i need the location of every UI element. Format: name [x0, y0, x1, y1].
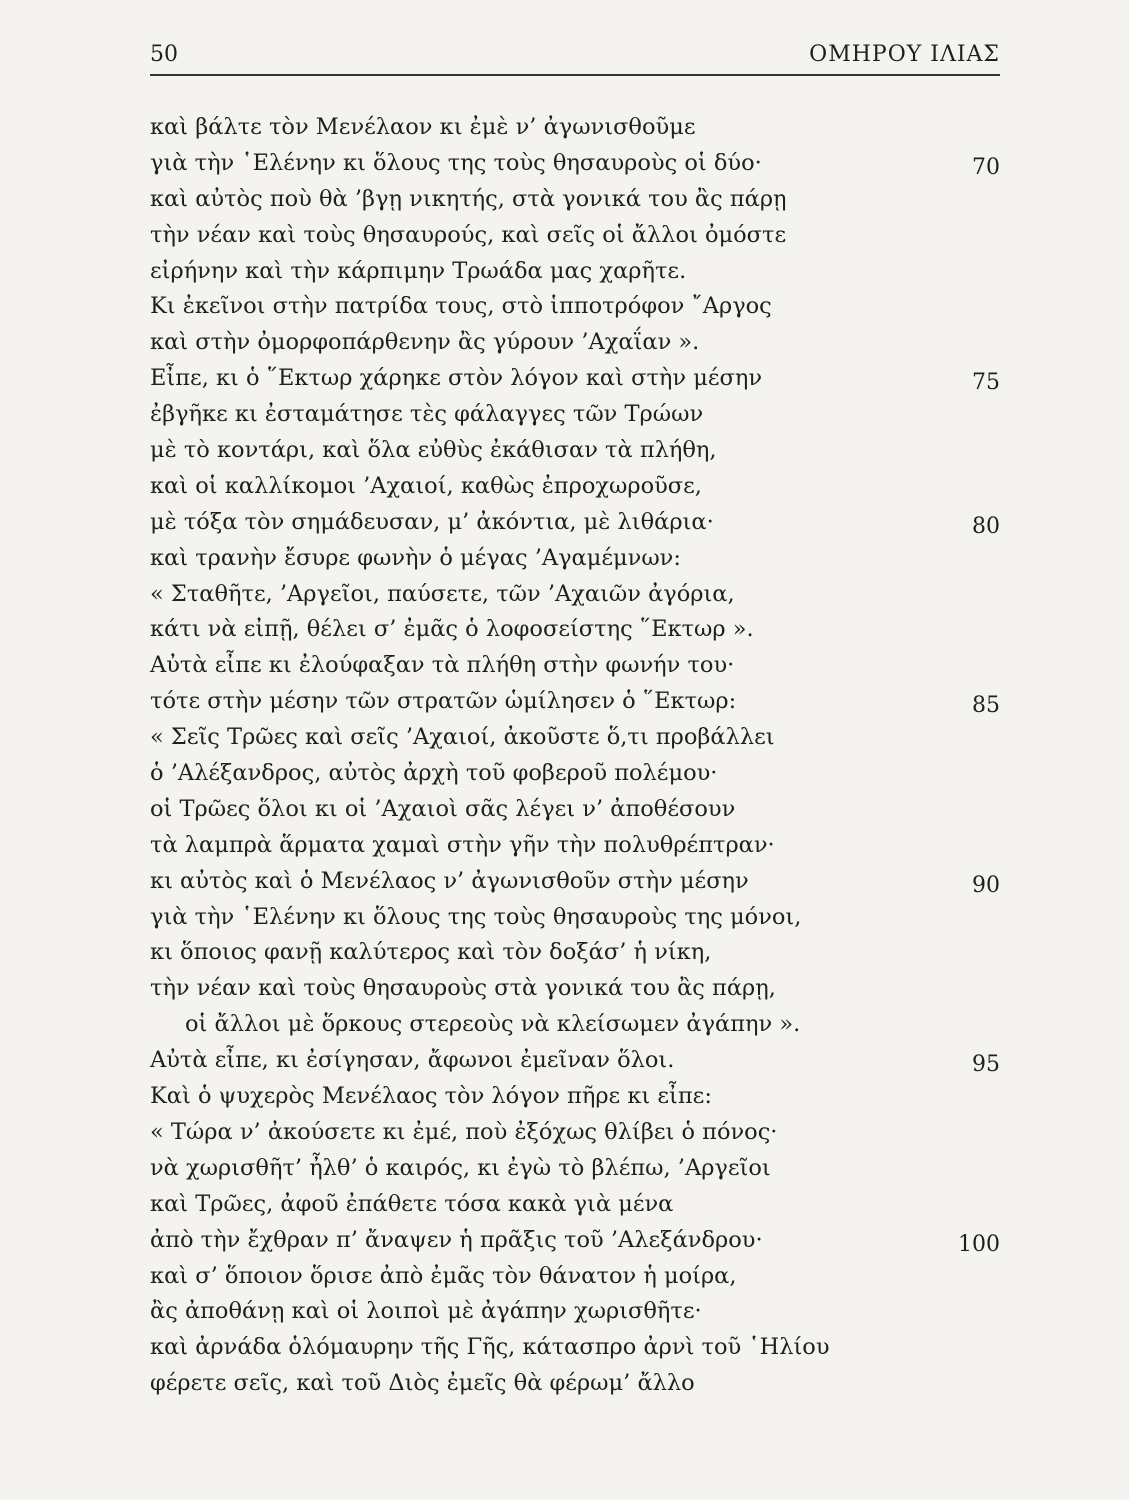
verse-line [150, 612, 1000, 648]
verse-line [150, 1079, 1000, 1115]
verse-text: τὰ λαμπρὰ ἅρματα χαμαὶ στὴν γῆν τὴν πολυθρέπτραν· [150, 831, 775, 858]
verse-line [150, 864, 1000, 900]
verse-line [150, 146, 1000, 182]
line-number: 75 [972, 370, 1000, 396]
verse-line [150, 792, 1000, 828]
verse-line [150, 397, 1000, 433]
verse-text: Κι ἐκεῖνοι στὴν πατρίδα τους, στὸ ἱπποτρόφον ῎Αργος [150, 293, 772, 320]
verse-text: καὶ ἀρνάδα ὁλόμαυρην τῆς Γῆς, κάτασπρο ἀρνὶ τοῦ ῾Ηλίου [150, 1334, 830, 1361]
verse-line [150, 900, 1000, 936]
verse-text: ἀπὸ τὴν ἔχθραν π’ ἄναψεν ἡ πρᾶξις τοῦ ’Αλεξάνδρου· [150, 1226, 763, 1253]
verse-line [150, 720, 1000, 756]
verse-text: καὶ αὐτὸς ποὺ θὰ ’βγῃ νικητής, στὰ γονικά του ἂς πάρῃ [150, 185, 787, 212]
verse-line [150, 971, 1000, 1007]
verse-line [150, 433, 1000, 469]
verse-text: φέρετε σεῖς, καὶ τοῦ Διὸς ἐμεῖς θὰ φέρωμ’ ἄλλο [150, 1370, 695, 1397]
running-title: ΟΜΗΡΟΥ ΙΛΙΑΣ [809, 42, 1000, 67]
verse-text: κι αὐτὸς καὶ ὁ Μενέλαος ν’ ἀγωνισθοῦν στὴν μέσην [150, 867, 749, 894]
verse-text: Καὶ ὁ ψυχερὸς Μενέλαος τὸν λόγον πῆρε κι εἶπε: [150, 1083, 712, 1110]
verse-line [150, 1007, 1000, 1043]
line-number: 100 [958, 1231, 1000, 1257]
verse-text: ὁ ’Αλέξανδρος, αὐτὸς ἀρχὴ τοῦ φοβεροῦ πολέμου· [150, 760, 718, 787]
verse-line [150, 1115, 1000, 1151]
verse-text: μὲ τόξα τὸν σημάδευσαν, μ’ ἀκόντια, μὲ λιθάρια· [150, 508, 714, 535]
verse-line [150, 182, 1000, 218]
verse-line [150, 1294, 1000, 1330]
verse-line [150, 684, 1000, 720]
line-number: 95 [972, 1052, 1000, 1078]
verse-text: γιὰ τὴν ῾Ελένην κι ὅλους της τοὺς θησαυροὺς της μόνοι, [150, 903, 802, 930]
verse-text: Αὐτὰ εἶπε κι ἐλούφαξαν τὰ πλήθη στὴν φωνήν του· [150, 652, 735, 679]
verse-text: οἱ Τρῶες ὅλοι κι οἱ ’Αχαιοὶ σᾶς λέγει ν’ ἀποθέσουν [150, 795, 736, 822]
verse-line [150, 756, 1000, 792]
verse-text: τὴν νέαν καὶ τοὺς θησαυρούς, καὶ σεῖς οἱ ἄλλοι ὀμόστε [150, 221, 787, 248]
verse-line [150, 110, 1000, 146]
verse-line [150, 541, 1000, 577]
verse-text: κι ὅποιος φανῇ καλύτερος καὶ τὸν δοξάσ’ ἡ νίκη, [150, 939, 712, 966]
verse-line [150, 254, 1000, 290]
verse-text: νὰ χωρισθῆτ’ ἦλθ’ ὁ καιρός, κι ἐγὼ τὸ βλέπω, ’Αργεῖοι [150, 1154, 771, 1181]
verse-text: καὶ σ’ ὅποιον ὅρισε ἀπὸ ἐμᾶς τὸν θάνατον ἡ μοίρα, [150, 1262, 737, 1289]
verse-text: Αὐτὰ εἶπε, κι ἐσίγησαν, ἄφωνοι ἐμεῖναν ὅλοι. [150, 1047, 675, 1074]
verse-text: καὶ τρανὴν ἔσυρε φωνὴν ὁ μέγας ’Αγαμέμνων: [150, 544, 681, 571]
verse-line [150, 828, 1000, 864]
verse-text: « Τώρα ν’ ἀκούσετε κι ἐμέ, ποὺ ἐξόχως θλίβει ὁ πόνος· [150, 1118, 778, 1145]
verse-line [150, 361, 1000, 397]
verse-line [150, 1366, 1000, 1402]
verse-text: « Σταθῆτε, ’Αργεῖοι, παύσετε, τῶν ’Αχαιῶν ἀγόρια, [150, 580, 735, 607]
line-number: 90 [972, 872, 1000, 898]
verse-line [150, 935, 1000, 971]
verse-line [150, 1223, 1000, 1259]
verse-text: καὶ βάλτε τὸν Μενέλαον κι ἐμὲ ν’ ἀγωνισθοῦμε [150, 114, 696, 140]
verse-text: μὲ τὸ κοντάρι, καὶ ὅλα εὐθὺς ἐκάθισαν τὰ πλήθη, [150, 437, 717, 464]
verse-line [150, 577, 1000, 613]
verse-line [150, 1043, 1000, 1079]
line-number: 80 [972, 513, 1000, 539]
line-number: 70 [972, 154, 1000, 180]
verse-text: ἂς ἀποθάνῃ καὶ οἱ λοιποὶ μὲ ἀγάπην χωρισθῆτε· [150, 1298, 702, 1325]
line-number: 85 [972, 693, 1000, 719]
verse-text: γιὰ τὴν ῾Ελένην κι ὅλους της τοὺς θησαυροὺς οἱ δύο· [150, 149, 762, 176]
verse-line [150, 289, 1000, 325]
verse-text: τὴν νέαν καὶ τοὺς θησαυροὺς στὰ γονικά του ἂς πάρῃ, [150, 975, 776, 1002]
verse-line [150, 469, 1000, 505]
verse-line [150, 648, 1000, 684]
verse-text: οἱ ἄλλοι μὲ ὅρκους στερεοὺς νὰ κλείσωμεν ἀγάπην ». [185, 1011, 801, 1038]
verse-text: καὶ οἱ καλλίκομοι ’Αχαιοί, καθὼς ἐπροχωροῦσε, [150, 472, 702, 499]
verse-text: τότε στὴν μέσην τῶν στρατῶν ὡμίλησεν ὁ ῞Εκτωρ: [150, 688, 737, 715]
page-header [150, 38, 1000, 76]
verse-line [150, 505, 1000, 541]
verse-text: « Σεῖς Τρῶες καὶ σεῖς ’Αχαιοί, ἀκοῦστε ὅ,τι προβάλλει [150, 724, 775, 751]
poem-text [150, 110, 1000, 1402]
verse-line [150, 1259, 1000, 1295]
verse-line [150, 325, 1000, 361]
verse-line [150, 1187, 1000, 1223]
verse-line [150, 1330, 1000, 1366]
verse-text: ἐβγῆκε κι ἐσταμάτησε τὲς φάλαγγες τῶν Τρώων [150, 401, 704, 428]
verse-line [150, 218, 1000, 254]
verse-text: Εἶπε, κι ὁ ῞Εκτωρ χάρηκε στὸν λόγον καὶ στὴν μέσην [150, 365, 763, 392]
verse-text: εἰρήνην καὶ τὴν κάρπιμην Τρωάδα μας χαρῆτε. [150, 257, 687, 284]
page-number: 50 [150, 42, 178, 67]
verse-text: καὶ στὴν ὀμορφοπάρθενην ἂς γύρουν ’Αχαΐαν ». [150, 329, 700, 356]
verse-line [150, 1151, 1000, 1187]
verse-text: καὶ Τρῶες, ἀφοῦ ἐπάθετε τόσα κακὰ γιὰ μένα [150, 1190, 674, 1217]
verse-text: κάτι νὰ εἰπῇ, θέλει σ’ ἐμᾶς ὁ λοφοσείστης ῞Εκτωρ ». [150, 616, 754, 643]
